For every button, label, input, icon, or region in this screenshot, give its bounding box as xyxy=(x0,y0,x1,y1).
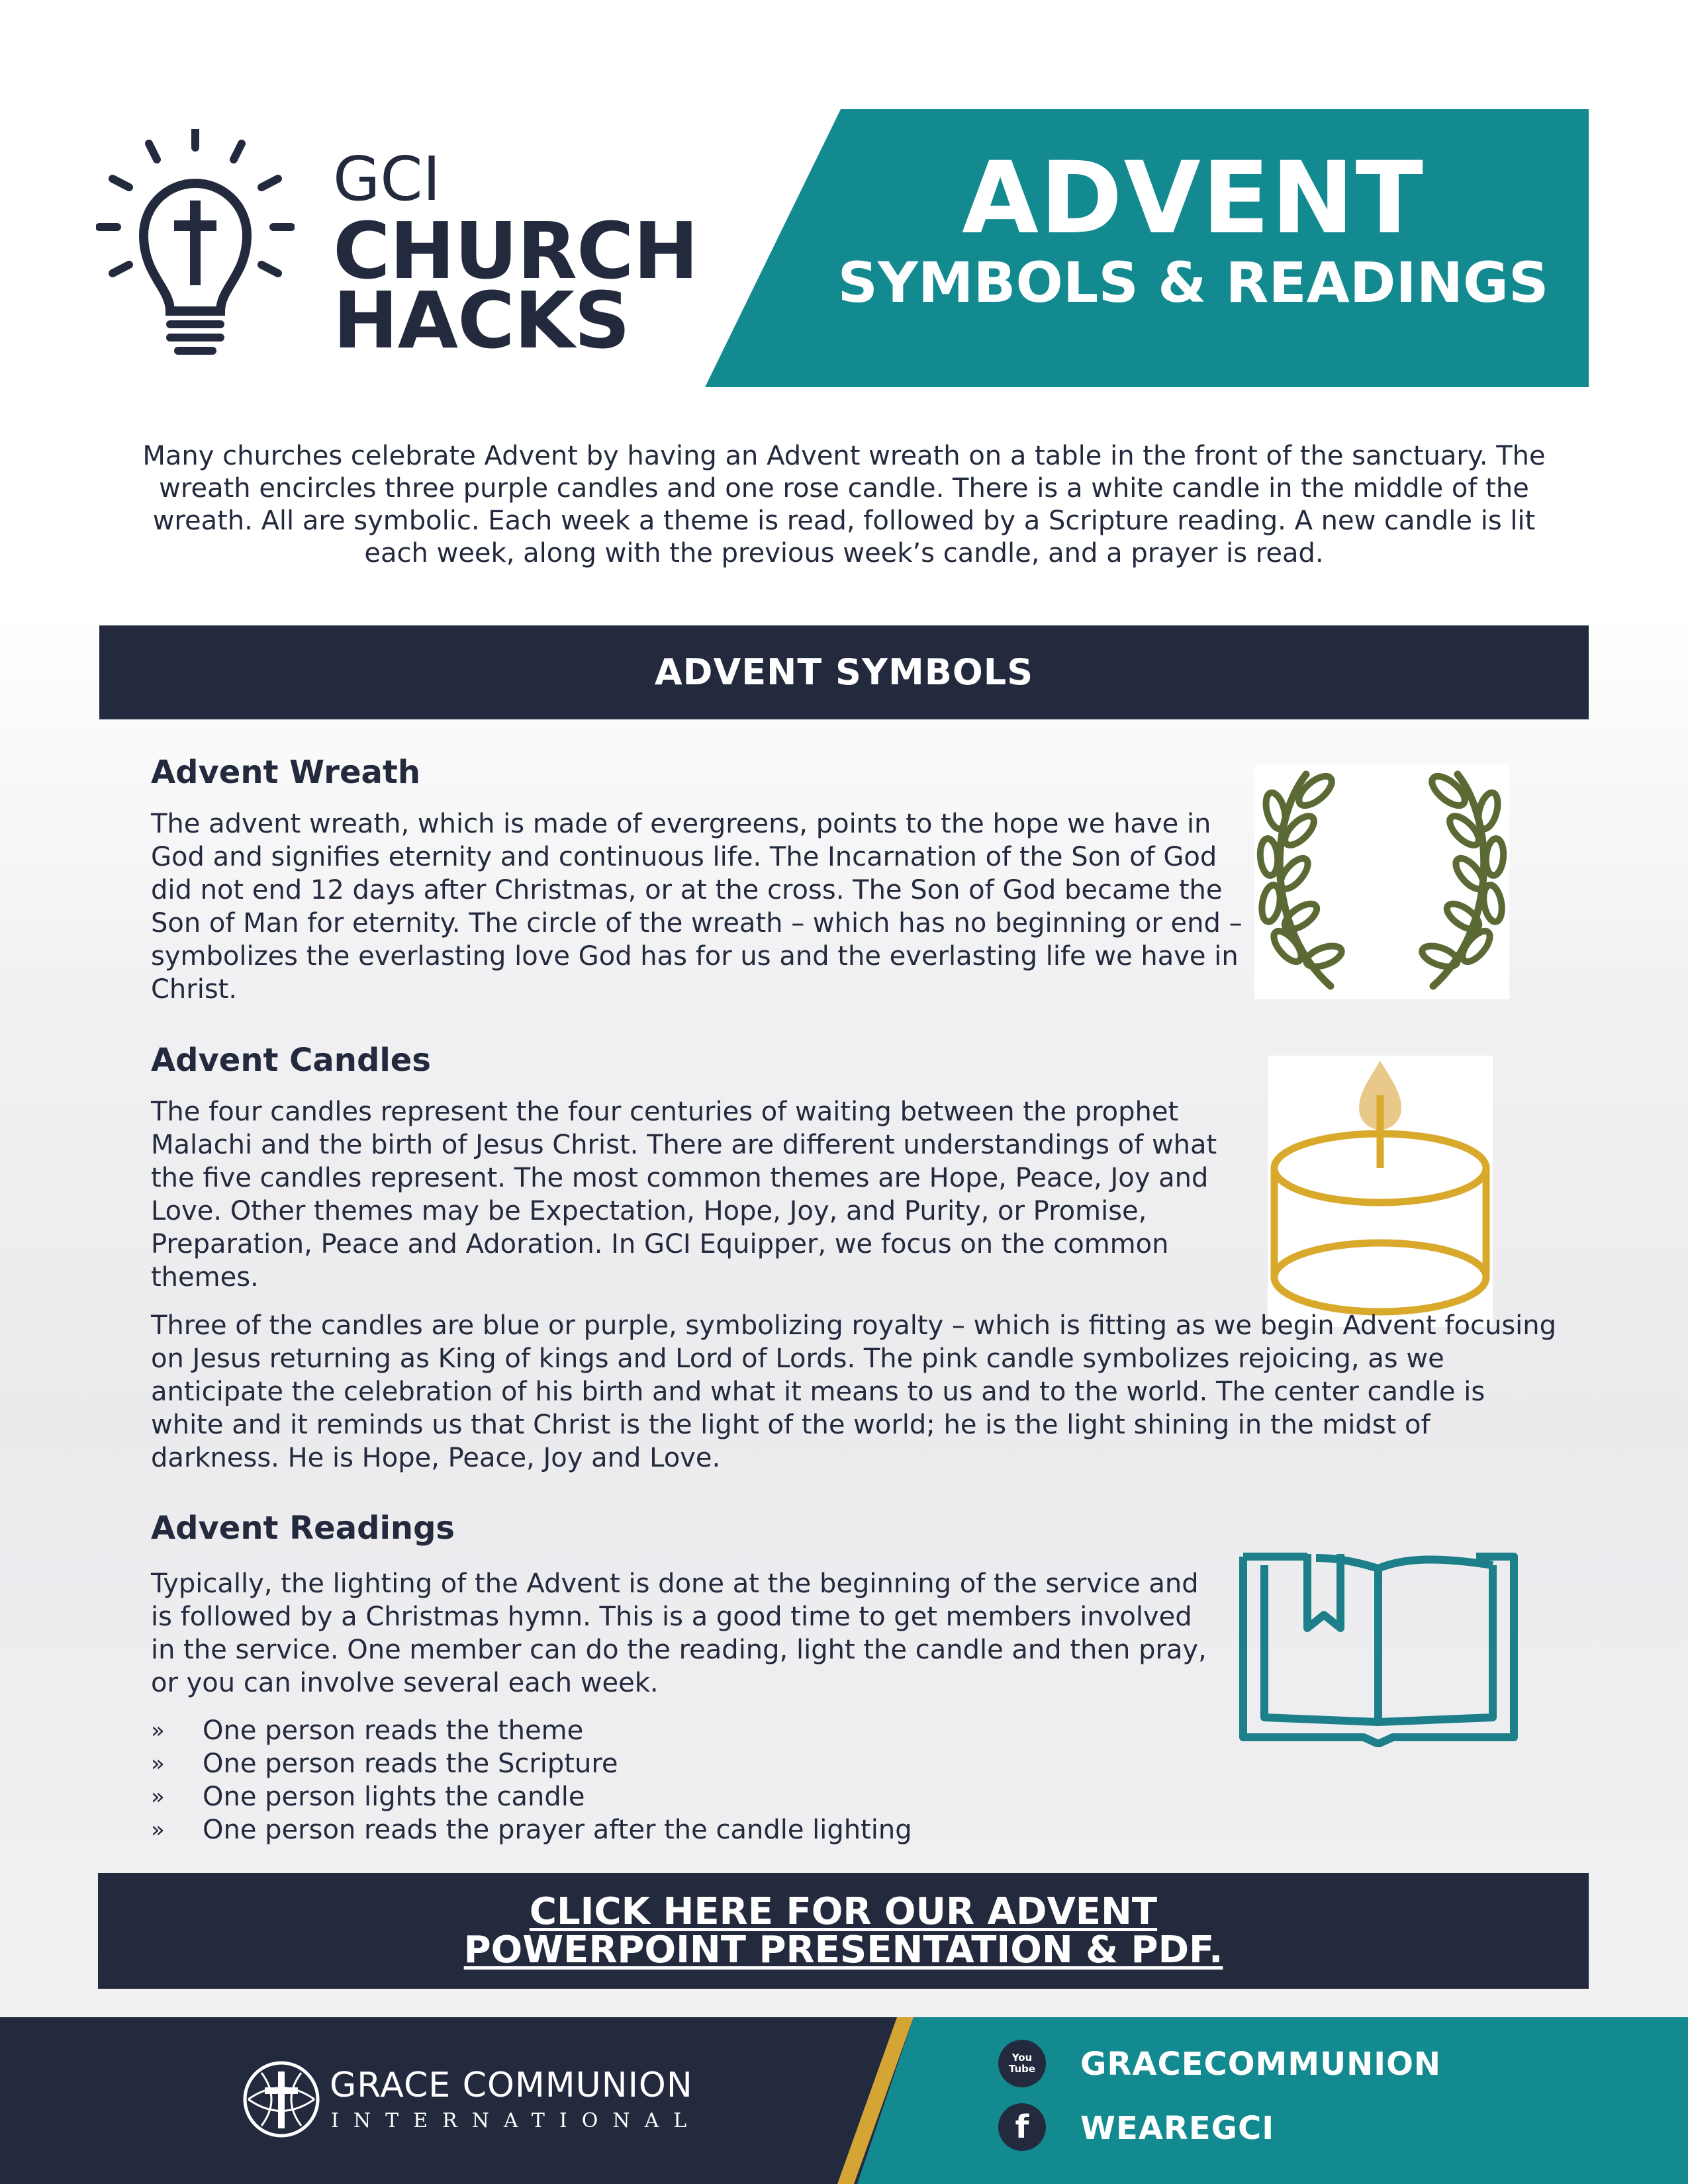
bullet-text: One person lights the candle xyxy=(203,1782,585,1812)
candle-image xyxy=(1268,1056,1493,1327)
footer-social-panel xyxy=(857,2017,1688,2184)
bullet-mark: » xyxy=(151,1751,165,1777)
candles-heading: Advent Candles xyxy=(151,1042,431,1079)
readings-paragraph: Typically, the lighting of the Advent is done at the beginning of the service and is followed by a Christmas hymn. This is a good time to get members involved in the service. One member can do the reading, light the candle and then pray, or you can involve several each week. xyxy=(151,1569,1207,1698)
bullet-mark: » xyxy=(151,1817,165,1843)
wreath-heading: Advent Wreath xyxy=(151,754,421,791)
wreath-paragraph: The advent wreath, which is made of evergreens, points to the hope we have in God and signifies eternity and continuous life. The Incarnation of the Son of God did not end 12 days after Christmas, or at the cross. The Son of God became the Son of Man for eternity. The circle of the wreath – which has no beginning or end – symbolizes the everlasting love God has for us and the everlasting life we have in Christ. xyxy=(151,809,1243,1005)
bullet-mark: » xyxy=(151,1784,165,1810)
facebook-handle-link[interactable]: WEAREGCI xyxy=(1080,2110,1275,2147)
advent-symbols-heading: ADVENT SYMBOLS xyxy=(654,651,1034,693)
facebook-icon-text: f xyxy=(1015,2109,1029,2146)
candles-paragraph-1: The four candles represent the four centuries of waiting between the prophet Malachi and the birth of Jesus Christ. There are different understandings of what the five candles represent. The most common themes are Hope, Peace, Joy and Love. Other themes may be Expectation, Hope, Joy, and Purity, or Promise, Preparation, Peace and Adoration. In GCI Equipper, we focus on the common themes. xyxy=(151,1097,1217,1293)
list-item xyxy=(151,1813,1243,1846)
gci-church-hacks-logo xyxy=(96,129,705,366)
youtube-icon-text: You Tube xyxy=(1008,2052,1036,2075)
page-title: ADVENT xyxy=(961,141,1425,256)
wreath-image xyxy=(1254,764,1509,999)
powerpoint-link-banner[interactable] xyxy=(98,1873,1589,1989)
logo-church-text: CHURCH xyxy=(333,205,698,296)
bullet-text: One person reads the Scripture xyxy=(203,1749,618,1779)
list-item xyxy=(151,1780,1243,1813)
readings-bullet-list xyxy=(151,1714,1243,1846)
bullet-text: One person reads the prayer after the candle lighting xyxy=(203,1815,912,1845)
candles-paragraph-2: Three of the candles are blue or purple, symbolizing royalty – which is fitting as we begin Advent focusing on Jesus returning as King of kings and Lord of Lords. The pink candle symbolizes rejoicing, as we anticipate the celebration of his birth and what it means to us and to the world. The center candle is white and it reminds us that Christ is the light of the world; he is the light shining in the midst of darkness. He is Hope, Peace, Joy and Love. xyxy=(151,1310,1557,1473)
cta-line-2[interactable]: POWERPOINT PRESENTATION & PDF. xyxy=(463,1929,1223,1972)
readings-heading: Advent Readings xyxy=(151,1510,455,1547)
intro-paragraph: Many churches celebrate Advent by having an Advent wreath on a table in the front of the sanctuary. The wreath encircles three purple candles and one rose candle. There is a white candle in the middle of the wreath. All are symbolic. Each week a theme is read, followed by a Scripture reading. A new candle is lit each week, along with the previous week’s candle, and a prayer is read. xyxy=(142,441,1546,569)
facebook-icon[interactable] xyxy=(998,2103,1046,2151)
youtube-icon[interactable] xyxy=(998,2040,1046,2087)
list-item xyxy=(151,1747,1243,1780)
logo-gci-text: GCI xyxy=(333,144,441,214)
grace-communion-seal-icon xyxy=(242,2060,321,2139)
bullet-text: One person reads the theme xyxy=(203,1715,584,1746)
list-item xyxy=(151,1714,1243,1747)
logo-hacks-text: HACKS xyxy=(333,275,630,366)
laurel-wreath-icon xyxy=(1254,764,1509,999)
advent-symbols-banner xyxy=(99,625,1589,719)
youtube-handle-link[interactable]: GRACECOMMUNION xyxy=(1080,2046,1442,2083)
open-book-icon xyxy=(1238,1549,1519,1747)
lightbulb-cross-icon xyxy=(96,129,295,357)
bullet-mark: » xyxy=(151,1717,165,1744)
org-name: GRACE COMMUNION xyxy=(330,2066,693,2105)
page-subtitle: SYMBOLS & READINGS xyxy=(837,250,1549,315)
org-subtitle: INTERNATIONAL xyxy=(331,2109,702,2132)
candle-icon xyxy=(1268,1056,1493,1327)
cta-line-1[interactable]: CLICK HERE FOR OUR ADVENT xyxy=(529,1890,1158,1933)
